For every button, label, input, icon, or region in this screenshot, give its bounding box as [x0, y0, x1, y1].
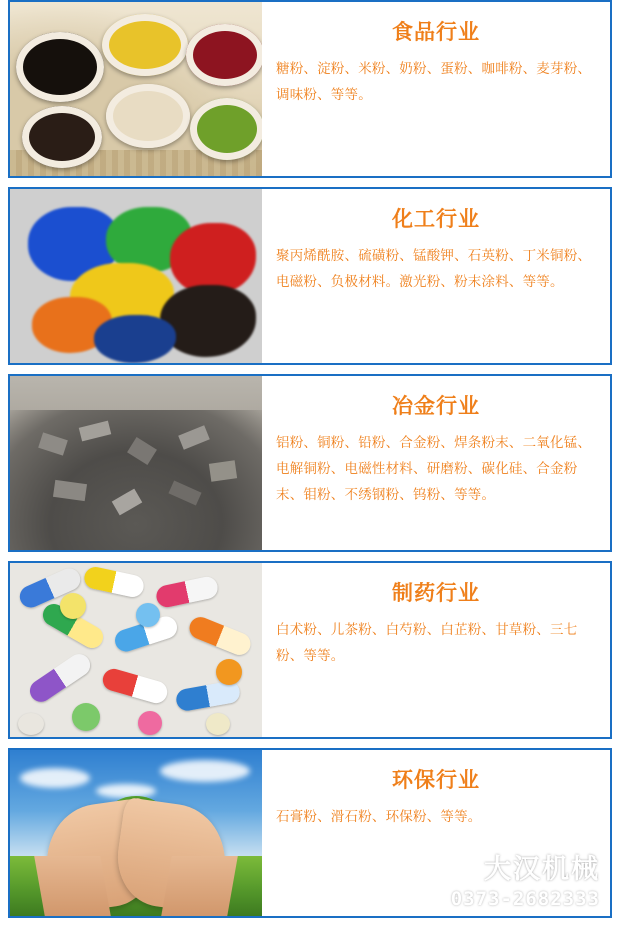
metallurgy-industry-photo	[10, 376, 262, 550]
chemical-industry-photo	[10, 189, 262, 363]
metal-shard	[209, 460, 237, 481]
brand-row	[432, 847, 600, 886]
brand-phone: 0373-2682333	[450, 888, 600, 910]
section-description: 糖粉、淀粉、米粉、奶粉、蛋粉、咖啡粉、麦芽粉、调味粉、等等。	[276, 61, 592, 102]
industry-card-pharmaceutical	[8, 561, 612, 739]
section-title: 食品行业	[392, 21, 480, 44]
section-description: 聚丙烯酰胺、硫磺粉、锰酸钾、石英粉、丁米铜粉、电磁粉、负极材料。激光粉、粉末涂料、等等。	[276, 248, 592, 289]
granules-black	[160, 285, 256, 357]
granules-navy	[94, 315, 176, 363]
brand-name-cn: 大汉机械	[484, 854, 600, 884]
capsule	[100, 666, 170, 705]
plastic-granules-bg	[10, 189, 262, 363]
cloud	[160, 760, 250, 782]
capsule	[154, 575, 219, 609]
card-body-environmental	[262, 750, 610, 916]
tablet	[60, 593, 86, 619]
bowl-dark-grains	[22, 106, 102, 168]
section-description: 石膏粉、滑石粉、环保粉、等等。	[276, 809, 482, 824]
section-title: 冶金行业	[392, 395, 480, 418]
tablet	[216, 659, 242, 685]
industry-card-environmental	[8, 748, 612, 918]
section-description: 铝粉、铜粉、铅粉、合金粉、焊条粉末、二氧化锰、电解铜粉、电磁性材料、研磨粉、碳化硅、合金粉末、钼粉、不绣钢粉、钨粉、等等。	[276, 435, 592, 502]
tablet	[72, 703, 100, 731]
environmental-industry-photo	[10, 750, 262, 916]
food-industry-photo	[10, 2, 262, 176]
hands-tree-bg	[10, 750, 262, 916]
card-body-pharmaceutical	[262, 563, 610, 737]
bowl-black-beans	[16, 32, 104, 102]
capsule	[82, 565, 145, 599]
bowl-red-beans	[186, 24, 262, 86]
dahan-logo-icon	[432, 848, 478, 886]
industry-card-food	[8, 0, 612, 178]
tablet	[138, 711, 162, 735]
section-description: 白术粉、儿茶粉、白芍粉、白芷粉、甘草粉、三七粉、等等。	[276, 622, 578, 663]
tablet	[206, 713, 230, 735]
brand-name-en: DAHAN	[398, 891, 445, 902]
pills-bg	[10, 563, 262, 737]
tablet	[18, 713, 44, 735]
card-body-food	[262, 2, 610, 176]
capsule	[26, 650, 95, 706]
forearm-left	[34, 856, 112, 916]
pharmaceutical-industry-photo	[10, 563, 262, 737]
food-photo-bg	[10, 2, 262, 176]
brand-watermark	[396, 847, 600, 910]
card-body-chemical	[262, 189, 610, 363]
bowl-yellow-beans	[102, 14, 188, 76]
industry-card-chemical	[8, 187, 612, 365]
industry-card-metallurgy	[8, 374, 612, 552]
forearm-right	[160, 856, 238, 916]
section-title: 制药行业	[392, 582, 480, 605]
tablet	[136, 603, 160, 627]
cloud	[20, 768, 90, 788]
brand-sub-row	[396, 886, 600, 910]
bowl-green-beans	[190, 98, 262, 160]
capsule	[186, 614, 254, 658]
bowl-white-beans	[106, 84, 190, 148]
metal-scrap-bg	[10, 376, 262, 550]
section-title: 化工行业	[392, 208, 480, 231]
metal-pile	[10, 410, 262, 550]
cloud	[96, 784, 156, 798]
card-body-metallurgy	[262, 376, 610, 550]
section-title: 环保行业	[392, 769, 480, 792]
